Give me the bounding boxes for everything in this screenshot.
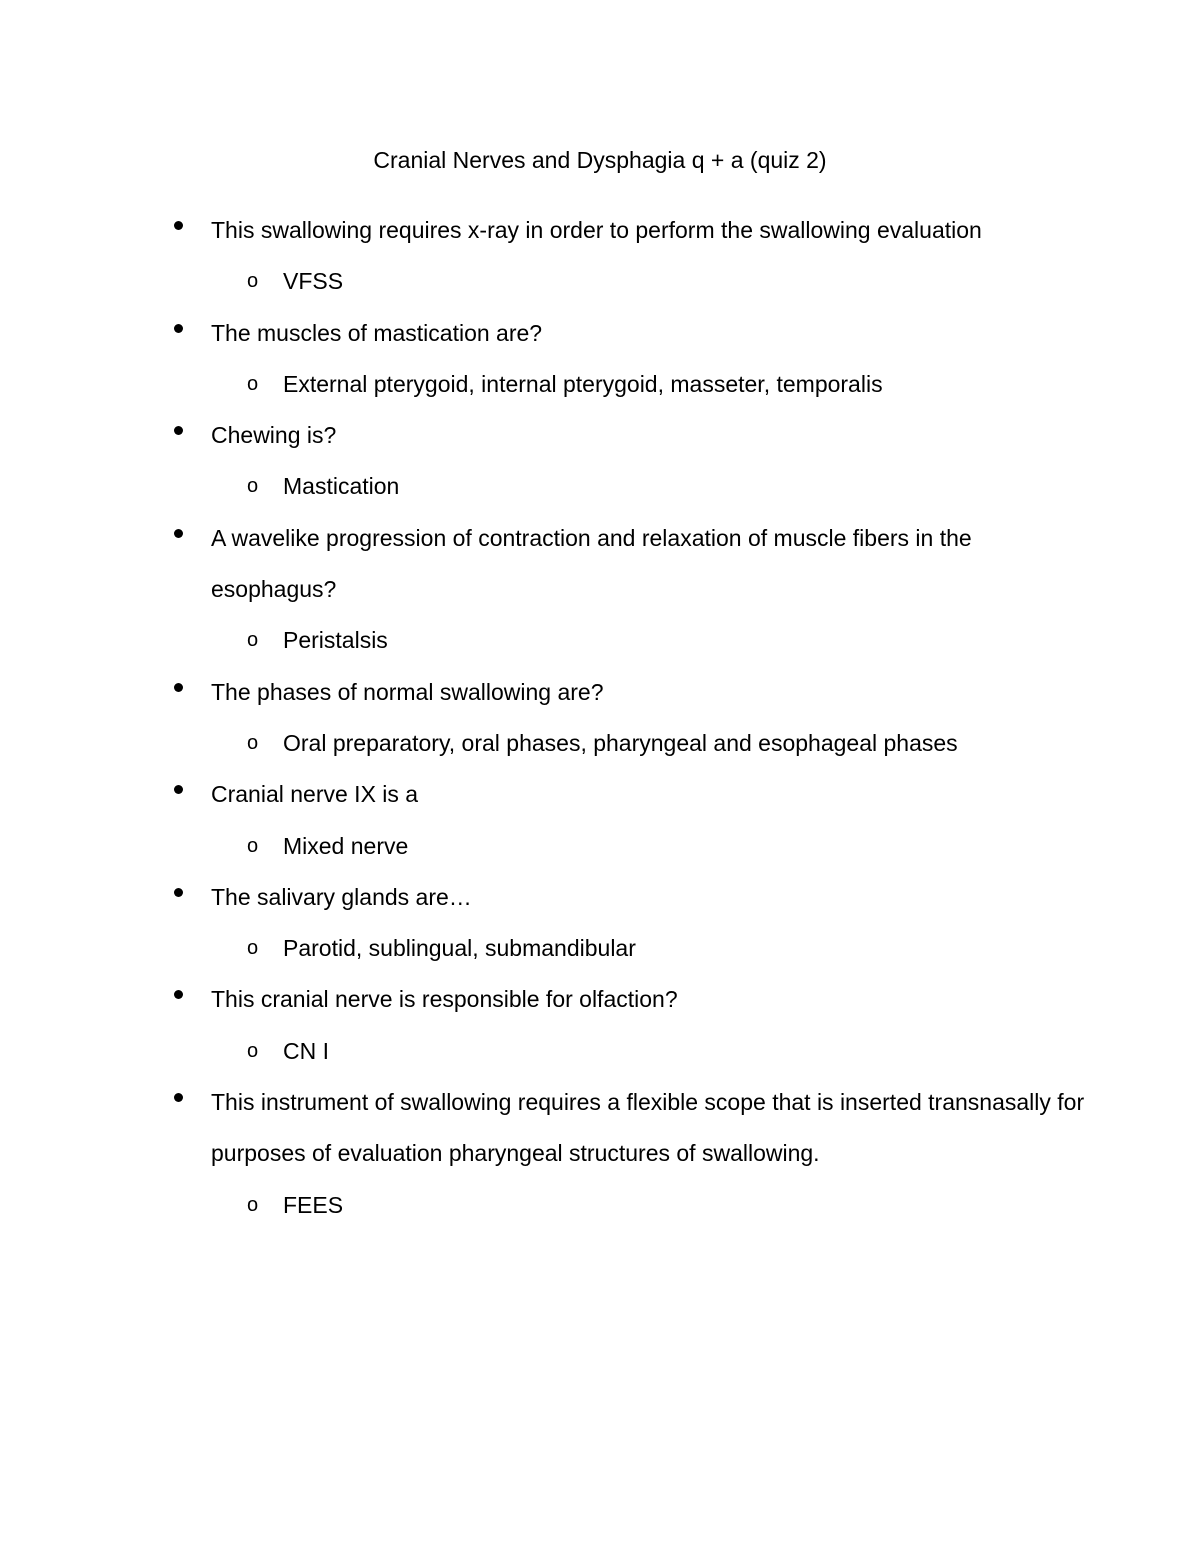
answer-text: VFSS — [283, 268, 344, 295]
question-text: The phases of normal swallowing are? — [211, 678, 604, 705]
answer-marker: o — [247, 1039, 259, 1062]
answer-text: Peristalsis — [283, 627, 388, 654]
bullet-icon — [174, 221, 183, 230]
answer-item — [0, 461, 1200, 512]
answer-marker: o — [247, 1193, 259, 1216]
answer-text: Oral preparatory, oral phases, pharyngeal and esophageal phases — [283, 729, 958, 756]
question-item — [0, 974, 1200, 1077]
answer-marker: o — [247, 834, 259, 857]
question-text: The salivary glands are… — [211, 883, 472, 910]
question-answer-list — [0, 205, 1200, 1231]
question-item — [0, 1077, 1200, 1231]
answer-item — [0, 923, 1200, 974]
answer-marker: o — [247, 372, 259, 395]
question-item — [0, 308, 1200, 411]
answer-item — [0, 718, 1200, 769]
answer-marker: o — [247, 475, 259, 498]
question-text: This cranial nerve is responsible for olfaction? — [211, 986, 678, 1013]
bullet-icon — [174, 1093, 183, 1102]
question-item — [0, 769, 1200, 872]
question-item — [0, 667, 1200, 770]
question-text: This instrument of swallowing requires a flexible scope that is inserted transnasally for purposes of evaluation pharyngeal structures of swallowing. — [211, 1089, 1085, 1167]
answer-text: Parotid, sublingual, submandibular — [283, 935, 636, 962]
answer-text: Mixed nerve — [283, 832, 409, 859]
answer-item — [0, 1180, 1200, 1231]
answer-marker: o — [247, 937, 259, 960]
bullet-icon — [174, 683, 183, 692]
answer-item — [0, 256, 1200, 307]
answer-item — [0, 1026, 1200, 1077]
bullet-icon — [174, 785, 183, 794]
answer-text: External pterygoid, internal pterygoid, masseter, temporalis — [283, 370, 883, 397]
question-text: Chewing is? — [211, 422, 337, 449]
question-item — [0, 410, 1200, 513]
answer-text: CN I — [283, 1037, 329, 1064]
question-text: A wavelike progression of contraction and relaxation of muscle fibers in the esophagus? — [211, 524, 972, 603]
bullet-icon — [174, 426, 183, 435]
answer-marker: o — [247, 629, 259, 652]
question-item — [0, 872, 1200, 975]
question-item — [0, 513, 1200, 667]
bullet-icon — [174, 990, 183, 999]
question-text: Cranial nerve IX is a — [211, 781, 419, 808]
answer-item — [0, 359, 1200, 410]
answer-text: FEES — [283, 1191, 344, 1218]
question-text: The muscles of mastication are? — [211, 319, 543, 346]
answer-marker: o — [247, 731, 259, 754]
answer-item — [0, 615, 1200, 666]
question-text: This swallowing requires x-ray in order to perform the swallowing evaluation — [211, 217, 982, 243]
document-title: Cranial Nerves and Dysphagia q + a (quiz 2) — [373, 147, 827, 173]
answer-marker: o — [247, 270, 259, 293]
answer-text: Mastication — [283, 473, 400, 500]
bullet-icon — [174, 529, 183, 538]
question-item — [0, 205, 1200, 308]
answer-item — [0, 821, 1200, 872]
bullet-icon — [174, 324, 183, 333]
bullet-icon — [174, 888, 183, 897]
